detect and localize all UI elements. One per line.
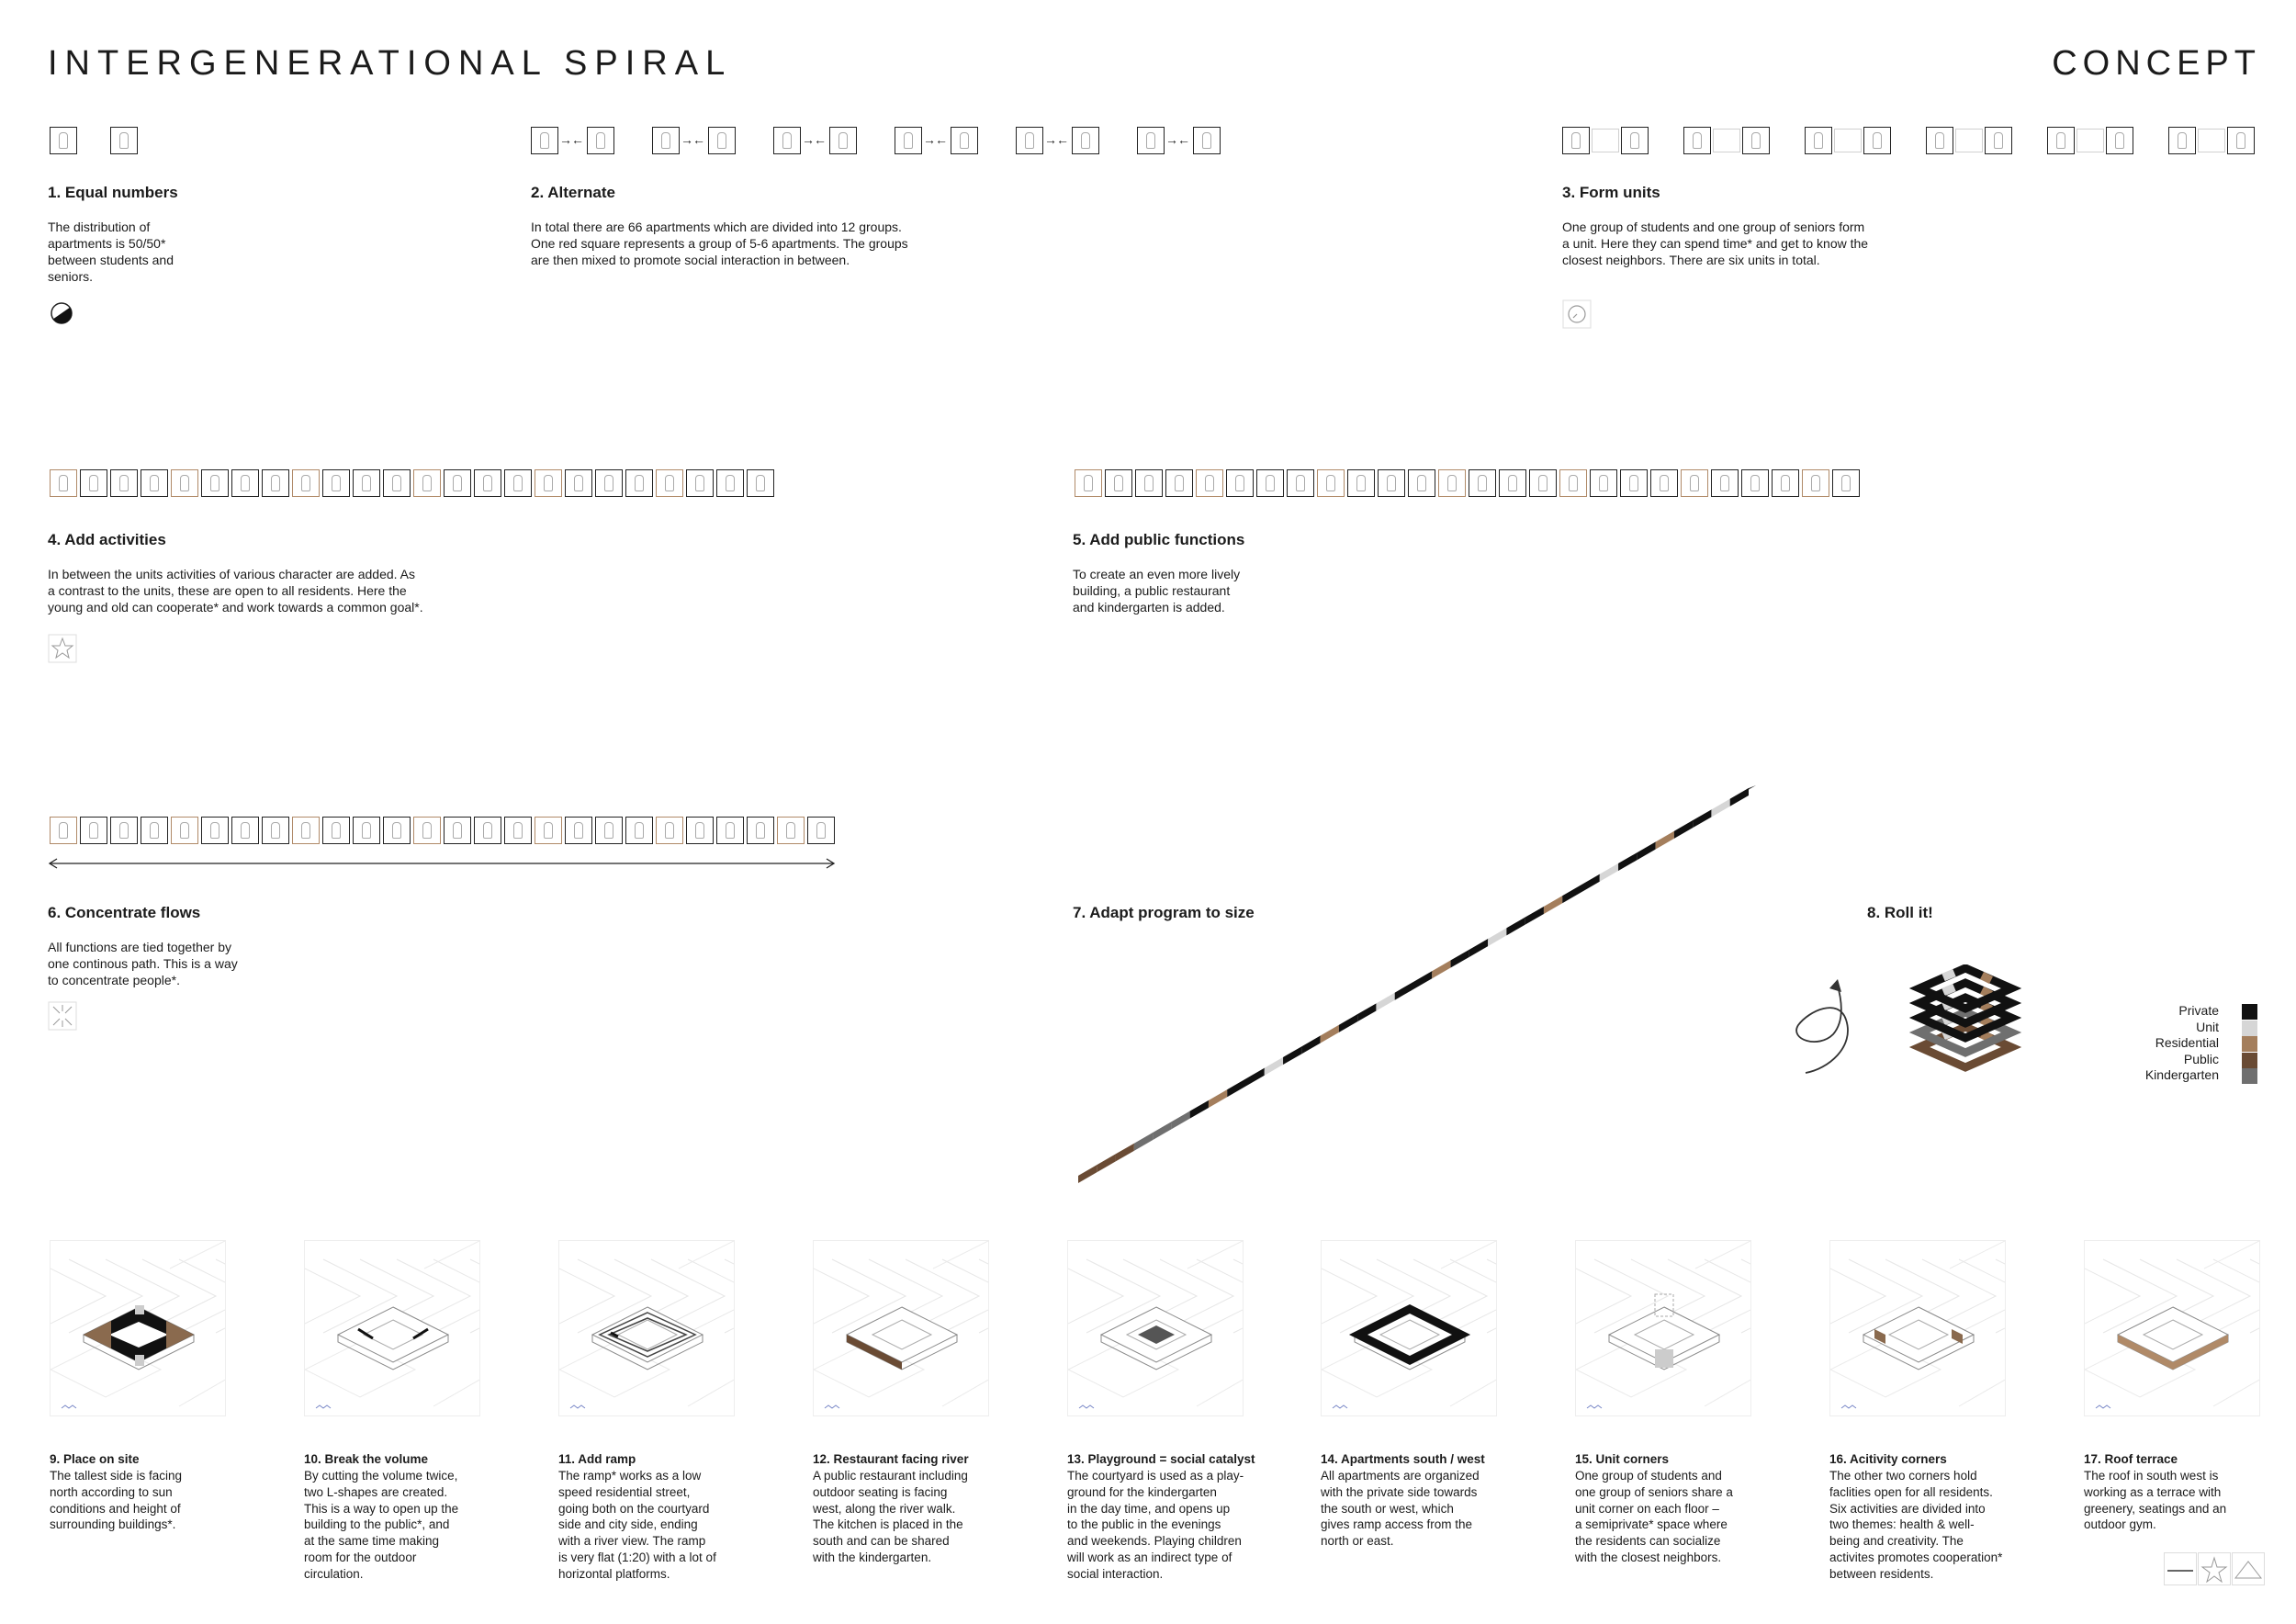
unit-square bbox=[80, 469, 107, 497]
apartment-square bbox=[895, 127, 922, 154]
unit-square bbox=[1590, 469, 1617, 497]
activity-square bbox=[292, 469, 320, 497]
flow-square bbox=[171, 817, 198, 844]
step4-title: 4. Add activities bbox=[48, 531, 166, 548]
page-subtitle: CONCEPT bbox=[2052, 44, 2261, 83]
step2-text: In total there are 66 apartments which are divided into 12 groups. One red square represents a group of 5-6 apartments. The groups are then mixed to promote social interaction in between. bbox=[531, 220, 908, 267]
bottom-step-text: The courtyard is used as a play- ground for the kindergarten in the day time, and opens up to the public in the evenings and weekends. Playing children will work as an indirect type of social interaction. bbox=[1067, 1469, 1244, 1581]
unit-square bbox=[262, 469, 289, 497]
site-thumbnail bbox=[558, 1240, 735, 1416]
function-square bbox=[1378, 469, 1405, 497]
bottom-step-text: The roof in south west is working as a terrace with greenery, seatings and an outdoor gym. bbox=[2084, 1469, 2227, 1532]
function-square bbox=[1499, 469, 1526, 497]
rolled-spiral-diagram bbox=[1901, 964, 2030, 1093]
unit-square bbox=[141, 469, 168, 497]
unit-square bbox=[625, 817, 653, 844]
apartment-square bbox=[708, 127, 736, 154]
apartment-square bbox=[1562, 127, 1590, 154]
arrow-icon: ← bbox=[1177, 132, 1190, 147]
step6-title: 6. Concentrate flows bbox=[48, 904, 201, 921]
unit-square bbox=[1772, 469, 1799, 497]
bottom-step-text: The other two corners hold faclities open for all residents. Six activities are divided into two themes: health & well- being and creativity. The activites promotes cooperation* between residents. bbox=[1829, 1469, 2003, 1581]
apartment-square bbox=[652, 127, 680, 154]
unit-square bbox=[1711, 469, 1739, 497]
unit-square bbox=[1832, 469, 1860, 497]
site-thumbnail bbox=[1575, 1240, 1751, 1416]
unit-square bbox=[141, 817, 168, 844]
function-square bbox=[1196, 469, 1223, 497]
legend-swatch bbox=[2242, 1036, 2257, 1052]
bottom-step-title: 12. Restaurant facing river bbox=[813, 1452, 969, 1466]
legend-swatch bbox=[2242, 1068, 2257, 1084]
bottom-step-text: One group of students and one group of seniors share a unit corner on each floor – a semiprivate* space where the residents can socialize with the closest neighbors. bbox=[1575, 1469, 1733, 1564]
unit-square bbox=[807, 817, 835, 844]
apartment-square bbox=[2047, 127, 2075, 154]
site-thumbnail bbox=[1321, 1240, 1497, 1416]
function-square bbox=[1681, 469, 1708, 497]
legend-label: Unit bbox=[2196, 1019, 2219, 1034]
flow-square bbox=[716, 817, 744, 844]
unit-link bbox=[1592, 129, 1619, 152]
flow-square bbox=[413, 817, 441, 844]
legend-label: Private bbox=[2178, 1003, 2219, 1018]
site-thumbnail bbox=[50, 1240, 226, 1416]
arrow-icon: ← bbox=[692, 132, 705, 147]
function-square bbox=[1256, 469, 1284, 497]
function-square bbox=[1620, 469, 1648, 497]
unit-square bbox=[686, 817, 714, 844]
apartment-square bbox=[1926, 127, 1953, 154]
unit-square bbox=[565, 469, 592, 497]
apartment-square bbox=[1193, 127, 1221, 154]
apartment-square bbox=[587, 127, 614, 154]
bottom-step-title: 15. Unit corners bbox=[1575, 1452, 1670, 1466]
legend-swatch bbox=[2242, 1021, 2257, 1036]
spiral-floor bbox=[1919, 1027, 2011, 1067]
apartment-square bbox=[2168, 127, 2196, 154]
unit-square bbox=[625, 469, 653, 497]
unit-square bbox=[262, 817, 289, 844]
arrow-icon: ← bbox=[571, 132, 584, 147]
bottom-step-title: 10. Break the volume bbox=[304, 1452, 429, 1466]
flow-square bbox=[353, 817, 380, 844]
apartment-square bbox=[1985, 127, 2012, 154]
activity-square bbox=[50, 469, 77, 497]
unit-square bbox=[1469, 469, 1496, 497]
unit-link bbox=[2198, 129, 2225, 152]
apartment-square bbox=[951, 127, 978, 154]
spiral-residential-mark bbox=[1982, 976, 1991, 980]
step1-text: The distribution of apartments is 50/50* between students and seniors. bbox=[48, 220, 174, 284]
step5-text: To create an even more lively building, a public restaurant and kindergarten is added. bbox=[1073, 567, 1241, 615]
flow-square bbox=[535, 817, 562, 844]
spiral-floor bbox=[1919, 968, 2011, 1009]
activity-square bbox=[656, 469, 683, 497]
activity-square bbox=[595, 469, 623, 497]
page-title: INTERGENERATIONAL SPIRAL bbox=[48, 44, 733, 83]
unit-square bbox=[383, 817, 411, 844]
step7-title: 7. Adapt program to size bbox=[1073, 904, 1255, 921]
activity-square bbox=[474, 469, 501, 497]
legend-label: Public bbox=[2183, 1051, 2219, 1066]
unit-square bbox=[686, 469, 714, 497]
function-square bbox=[1135, 469, 1163, 497]
unit-square bbox=[504, 469, 532, 497]
step8-title: 8. Roll it! bbox=[1867, 904, 1933, 921]
legend-label: Residential bbox=[2155, 1035, 2219, 1050]
clock-icon bbox=[1562, 299, 1592, 329]
activity-square bbox=[716, 469, 744, 497]
unit-square bbox=[444, 817, 471, 844]
step1-title: 1. Equal numbers bbox=[48, 184, 178, 201]
apartment-square bbox=[1863, 127, 1891, 154]
unit-square bbox=[201, 469, 229, 497]
unit-square bbox=[444, 469, 471, 497]
apartment-square bbox=[1683, 127, 1711, 154]
gym-icons bbox=[2164, 1552, 2265, 1585]
unit-square bbox=[1226, 469, 1254, 497]
spiral-unit-mark bbox=[1943, 987, 1954, 992]
function-square bbox=[1438, 469, 1466, 497]
arrow-icon: → bbox=[681, 132, 693, 147]
apartment-square bbox=[1016, 127, 1043, 154]
arrow-icon: → bbox=[559, 132, 572, 147]
apartment-square bbox=[2227, 127, 2255, 154]
apartment-square bbox=[1137, 127, 1165, 154]
apartment-square bbox=[773, 127, 801, 154]
bottom-step-text: All apartments are organized with the private side towards the south or west, which gives ramp access from the north or east. bbox=[1321, 1469, 1480, 1549]
step5-title: 5. Add public functions bbox=[1073, 531, 1245, 548]
bottom-step-text: The ramp* works as a low speed residential street, going both on the courtyard side and city side, ending with a river view. The ramp is very flat (1:20) with a lot of horizontal platforms. bbox=[558, 1469, 716, 1581]
apartment-square bbox=[50, 127, 77, 154]
apartment-square bbox=[1805, 127, 1832, 154]
activity-square bbox=[353, 469, 380, 497]
site-thumbnail bbox=[1067, 1240, 1244, 1416]
step4-text: In between the units activities of various character are added. As a contrast to the units, these are open to all residents. Here the young and old can cooperate* and work towards a common goal*. bbox=[48, 567, 423, 615]
function-square bbox=[1802, 469, 1829, 497]
bottom-step-title: 9. Place on site bbox=[50, 1452, 140, 1466]
spiral-arrow-icon bbox=[1791, 974, 1874, 1084]
apartment-square bbox=[110, 127, 138, 154]
unit-square bbox=[504, 817, 532, 844]
function-square bbox=[1075, 469, 1102, 497]
flow-square bbox=[50, 817, 77, 844]
unit-link bbox=[1955, 129, 1983, 152]
apartment-square bbox=[2106, 127, 2133, 154]
flow-square bbox=[231, 817, 259, 844]
legend-swatch bbox=[2242, 1053, 2257, 1068]
unit-link bbox=[1713, 129, 1740, 152]
step6-text: All functions are tied together by one continous path. This is a way to concentrate people*. bbox=[48, 940, 238, 987]
function-square bbox=[1559, 469, 1587, 497]
arrow-icon: → bbox=[1044, 132, 1057, 147]
legend-label: Kindergarten bbox=[2144, 1067, 2219, 1082]
apartment-square bbox=[1072, 127, 1099, 154]
flow-arrow bbox=[48, 856, 838, 871]
unit-square bbox=[322, 817, 350, 844]
program-bar bbox=[1065, 772, 1763, 1194]
unit-square bbox=[1287, 469, 1314, 497]
unit-square bbox=[1529, 469, 1557, 497]
unit-square bbox=[565, 817, 592, 844]
unit-square bbox=[80, 817, 107, 844]
bottom-step-text: The tallest side is facing north according to sun conditions and height of surrounding buildings*. bbox=[50, 1469, 183, 1532]
unit-link bbox=[1834, 129, 1862, 152]
bottom-step-text: A public restaurant including outdoor seating is facing west, along the river walk. The kitchen is placed in the south and can be shared with the kindergarten. bbox=[813, 1469, 968, 1564]
bottom-step-title: 16. Acitivity corners bbox=[1829, 1452, 1947, 1466]
unit-square bbox=[383, 469, 411, 497]
arrow-icon: → bbox=[802, 132, 815, 147]
unit-square bbox=[1105, 469, 1132, 497]
unit-square bbox=[1347, 469, 1375, 497]
flow-square bbox=[595, 817, 623, 844]
unit-square bbox=[1408, 469, 1435, 497]
bottom-step-title: 11. Add ramp bbox=[558, 1452, 636, 1466]
apartment-square bbox=[829, 127, 857, 154]
spiral-floor bbox=[1919, 998, 2011, 1038]
site-thumbnail bbox=[304, 1240, 480, 1416]
spiral-floor bbox=[1919, 1012, 2011, 1053]
flow-square bbox=[656, 817, 683, 844]
activity-square bbox=[413, 469, 441, 497]
step3-text: One group of students and one group of seniors form a unit. Here they can spend time* and get to know the closest neighbors. There are six units in total. bbox=[1562, 220, 1869, 267]
legend-swatch bbox=[2242, 1004, 2257, 1020]
site-thumbnail bbox=[813, 1240, 989, 1416]
unit-square bbox=[322, 469, 350, 497]
spiral-unit-mark bbox=[1943, 973, 1954, 977]
unit-square bbox=[1165, 469, 1193, 497]
unit-square bbox=[201, 817, 229, 844]
arrow-icon: ← bbox=[814, 132, 827, 147]
flow-square bbox=[110, 817, 138, 844]
unit-square bbox=[747, 817, 774, 844]
apartment-square bbox=[1742, 127, 1770, 154]
concentrate-icon bbox=[48, 1001, 77, 1031]
site-thumbnail bbox=[2084, 1240, 2260, 1416]
site-thumbnail bbox=[1829, 1240, 2006, 1416]
apartment-square bbox=[1621, 127, 1649, 154]
arrow-icon: ← bbox=[935, 132, 948, 147]
bottom-step-title: 17. Roof terrace bbox=[2084, 1452, 2178, 1466]
arrow-icon: ← bbox=[1056, 132, 1069, 147]
step3-title: 3. Form units bbox=[1562, 184, 1660, 201]
unit-square bbox=[747, 469, 774, 497]
activity-square bbox=[535, 469, 562, 497]
spiral-floor bbox=[1919, 983, 2011, 1023]
activity-square bbox=[171, 469, 198, 497]
star-icon bbox=[48, 634, 77, 663]
bottom-step-title: 14. Apartments south / west bbox=[1321, 1452, 1485, 1466]
activity-square bbox=[110, 469, 138, 497]
arrow-icon: → bbox=[1165, 132, 1178, 147]
function-square bbox=[1317, 469, 1345, 497]
half-circle-icon bbox=[48, 299, 75, 327]
activity-square bbox=[231, 469, 259, 497]
flow-square bbox=[474, 817, 501, 844]
bottom-step-title: 13. Playground = social catalyst bbox=[1067, 1452, 1255, 1466]
unit-link bbox=[2077, 129, 2104, 152]
apartment-square bbox=[531, 127, 558, 154]
function-square bbox=[1741, 469, 1769, 497]
bottom-step-text: By cutting the volume twice, two L-shapes are created. This is a way to open up the building to the public*, and at the same time making room for the outdoor circulation. bbox=[304, 1469, 459, 1581]
flow-square bbox=[292, 817, 320, 844]
arrow-icon: → bbox=[923, 132, 936, 147]
unit-square bbox=[1650, 469, 1678, 497]
flow-square bbox=[777, 817, 805, 844]
step2-title: 2. Alternate bbox=[531, 184, 615, 201]
